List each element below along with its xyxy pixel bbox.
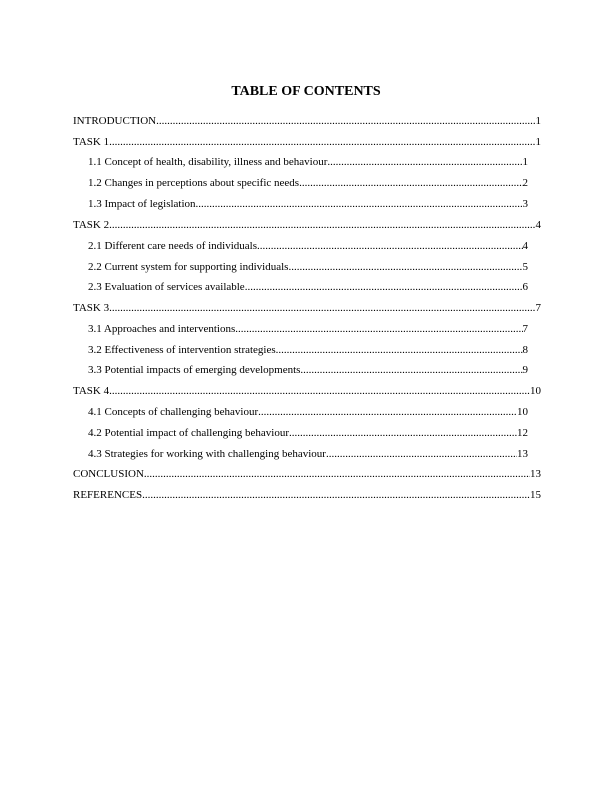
toc-leader-dots [109,219,535,232]
toc-entry-label: 1.2 Changes in perceptions about specific needs [88,177,300,189]
toc-entry-page: 10 [517,406,528,418]
toc-entry-4-2[interactable] [88,427,528,440]
toc-entry-4-3[interactable] [88,448,528,461]
toc-entry-2-1[interactable] [88,240,528,253]
toc-entry-label: 3.1 Approaches and interventions [88,323,236,335]
toc-entry-page: 3 [522,198,528,210]
toc-entry-label: 4.3 Strategies for working with challenging behaviour [88,448,326,460]
toc-entry-label: INTRODUCTION [73,115,157,127]
toc-entry-page: 10 [530,385,541,397]
toc-entry-label: 3.3 Potential impacts of emerging developments [88,364,301,376]
toc-entry-2-3[interactable] [88,281,528,294]
toc-leader-dots [289,427,517,440]
toc-leader-dots [245,281,523,294]
toc-entry-4-1[interactable] [88,406,528,419]
toc-leader-dots [299,177,522,190]
toc-entry-page: 8 [522,344,528,356]
toc-entry-label: CONCLUSION [73,468,144,480]
toc-entry-3-3[interactable] [88,364,528,377]
toc-entry-page: 13 [517,448,528,460]
toc-entry-label: 1.1 Concept of health, disability, illness and behaviour [88,156,328,168]
toc-entry-task-4[interactable] [73,385,541,398]
toc-entry-page: 7 [522,323,528,335]
toc-entry-label: 4.2 Potential impact of challenging behaviour [88,427,290,439]
toc-leader-dots [109,385,530,398]
toc-leader-dots [288,261,522,274]
toc-entry-task-2[interactable] [73,219,541,232]
toc-entry-page: 13 [530,468,541,480]
toc-leader-dots [258,406,517,419]
toc-title: TABLE OF CONTENTS [231,84,381,99]
toc-entry-page: 7 [535,302,541,314]
toc-entry-3-1[interactable] [88,323,528,336]
toc-entry-page: 9 [522,364,528,376]
toc-leader-dots [327,156,522,169]
toc-entry-label: TASK 2 [73,219,110,231]
toc-entry-page: 12 [517,427,528,439]
toc-entry-label: TASK 3 [73,302,110,314]
toc-entry-page: 4 [535,219,541,231]
toc-entry-1-2[interactable] [88,177,528,190]
toc-entry-3-2[interactable] [88,344,528,357]
toc-entry-page: 6 [522,281,528,293]
toc-entry-references[interactable] [73,489,541,502]
toc-entry-label: TASK 1 [73,136,110,148]
toc-entry-label: REFERENCES [73,489,143,501]
toc-entry-task-3[interactable] [73,302,541,315]
toc-leader-dots [257,240,522,253]
toc-leader-dots [196,198,523,211]
toc-entry-task-1[interactable] [73,136,541,149]
toc-entry-label: 2.3 Evaluation of services available [88,281,245,293]
toc-entry-page: 1 [535,136,541,148]
toc-entry-label: TASK 4 [73,385,110,397]
toc-leader-dots [300,364,522,377]
toc-entry-1-3[interactable] [88,198,528,211]
toc-leader-dots [156,115,535,128]
toc-entry-page: 1 [522,156,528,168]
toc-entry-introduction[interactable] [73,115,541,128]
toc-entry-conclusion[interactable] [73,468,541,481]
toc-entry-label: 4.1 Concepts of challenging behaviour [88,406,259,418]
toc-entry-page: 2 [522,177,528,189]
toc-entry-label: 2.1 Different care needs of individuals [88,240,258,252]
toc-entry-2-2[interactable] [88,261,528,274]
toc-entry-label: 2.2 Current system for supporting individuals [88,261,289,273]
toc-entry-1-1[interactable] [88,156,528,169]
toc-leader-dots [109,136,535,149]
toc-leader-dots [235,323,522,336]
toc-entry-page: 5 [522,261,528,273]
toc-leader-dots [144,468,530,481]
toc-leader-dots [326,448,517,461]
toc-leader-dots [109,302,535,315]
toc-entry-label: 1.3 Impact of legislation [88,198,196,210]
toc-entry-page: 4 [522,240,528,252]
toc-leader-dots [276,344,523,357]
toc-leader-dots [142,489,530,502]
toc-entry-page: 15 [530,489,541,501]
toc-entry-page: 1 [535,115,541,127]
toc-entry-label: 3.2 Effectiveness of intervention strategies [88,344,276,356]
